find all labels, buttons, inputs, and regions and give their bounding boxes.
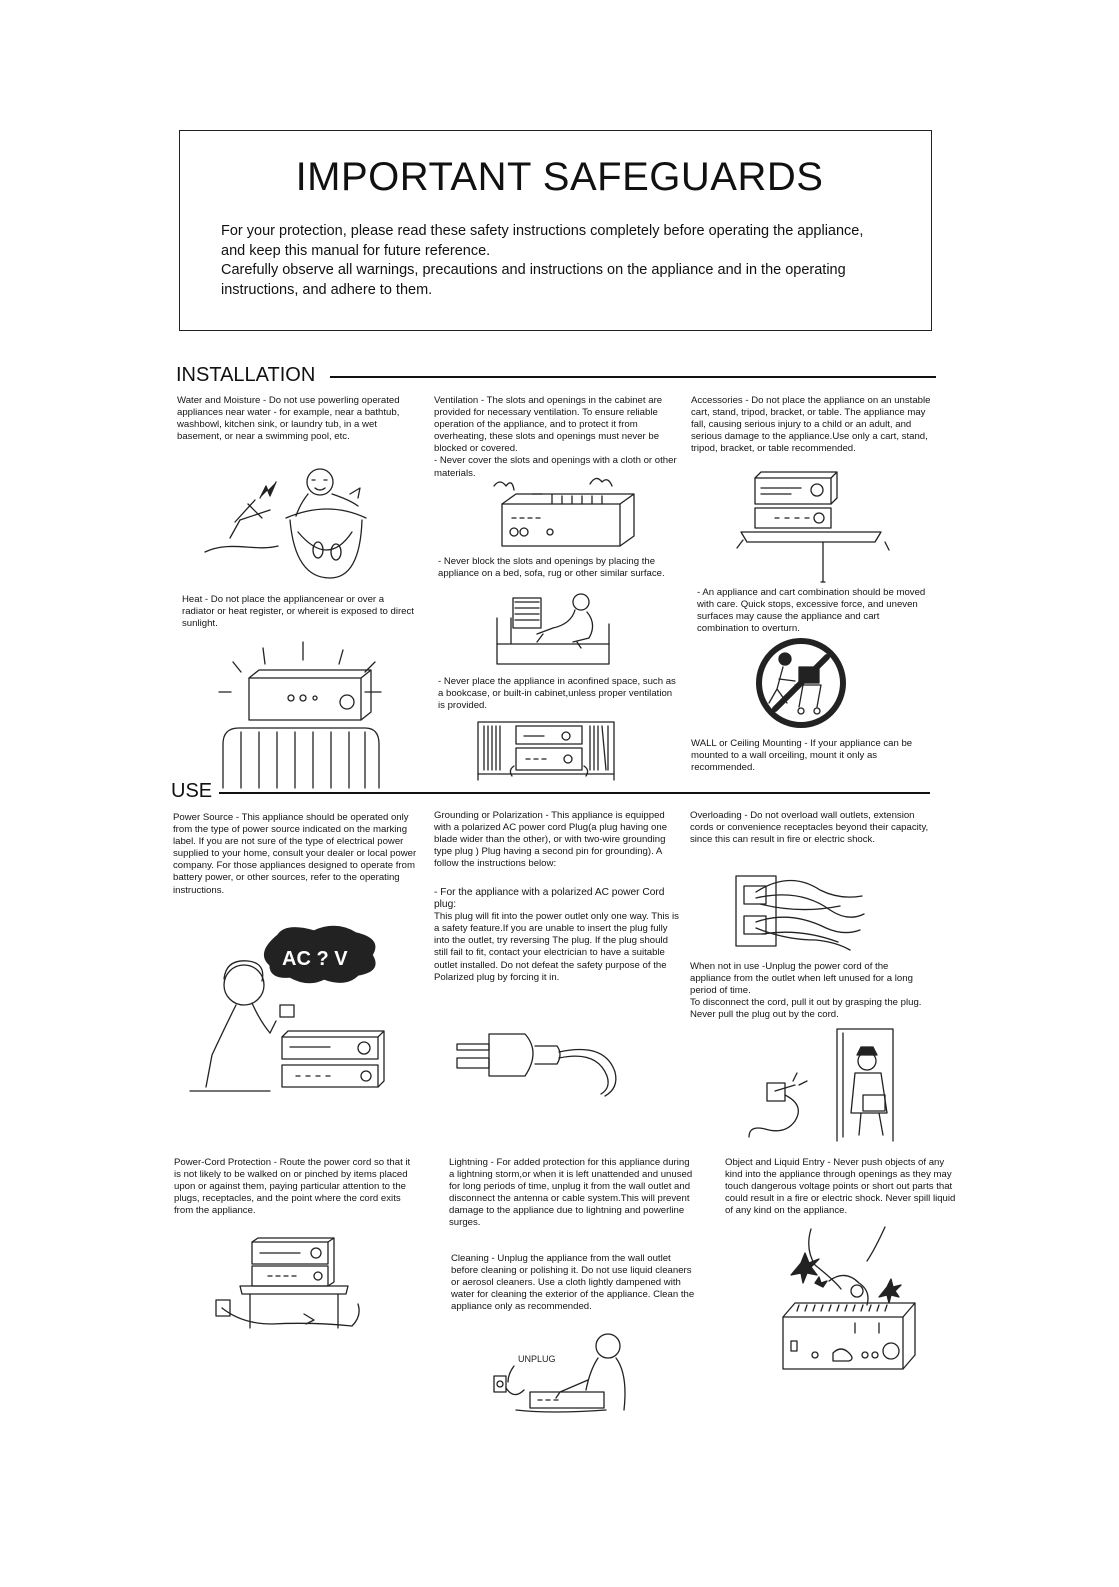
accessories-text: Accessories - Do not place the appliance on an unstable cart, stand, tripod, bracket, or table. The appliance may fall, causing serious injury to a child or an adult, and serious damage to the appliance.Use only a cart, stand, tripod, bracket, or table recommended.: [691, 395, 931, 455]
wall-mount-text: WALL or Ceiling Mounting - If your appliance can be mounted to a wall orceiling, mount it only as recommended.: [691, 738, 913, 774]
power-source-illustration: [186, 925, 386, 1095]
sofa-illustration: [493, 588, 613, 668]
radiator-illustration: [215, 640, 390, 790]
cleaning-illustration: [490, 1330, 640, 1415]
power-source-text: Power Source - This appliance should be operated only from the type of power source indicated on the marking label. If you are not sure of the type of electrical power supplied to your home, consult your dealer or local power company. For those appliances designed to operate from battery power, or other sources, refer to the operating instructions.: [173, 812, 417, 896]
page-title: IMPORTANT SAFEGUARDS: [295, 155, 824, 199]
grounding-text: Grounding or Polarization - This appliance is equipped with a polarized AC power cord Plug(a plug having one blade wider than the other), or with two-wire grounding type plug ) Plug having a second pin for grounding). A follow the instructions below:: [434, 810, 668, 870]
cart-text: - An appliance and cart combination should be moved with care. Quick stops, excessive force, and uneven surfaces may cause the appliance and cart combination to overturn.: [697, 587, 926, 635]
water-moisture-text: Water and Moisture - Do not use powerling operated appliances near water - for example, near a bathtub, washbowl, kitchen sink, or laundry tub, in a wet basement, or near a swimming pool, etc.: [177, 395, 400, 443]
polarized-text: [434, 887, 684, 984]
polarized-body: This plug will fit into the power outlet only one way. This is a safety feature.If you are unable to insert the plug fully into the outlet, try reversing The plug. If the plug should still fail to fit, contact your electrician to have a suitable outlet installed. Do not defeat the safety purpose of the Polarized plug by forcing it in.: [434, 911, 679, 983]
unplug-label: UNPLUG: [518, 1354, 556, 1364]
ventilation-bed-text: - Never block the slots and openings by placing the appliance on a bed, sofa, rug or other similar surface.: [438, 556, 665, 580]
not-in-use-text: [690, 961, 930, 1021]
use-rule: [219, 792, 930, 794]
stand-illustration: [735, 470, 895, 585]
ventilation-text: [434, 395, 684, 480]
power-cord-text: Power-Cord Protection - Route the power cord so that it is not likely to be walked on or pinched by items placed upon or against them, paying particular attention to the plugs, receptacles, and the point where the cord exits from the appliance.: [174, 1157, 411, 1217]
bookcase-illustration: [476, 718, 616, 782]
overloading-text: Overloading - Do not overload wall outlets, extension cords or convenience receptacles beyond their capacity, since this can result in fire or electric shock.: [690, 810, 929, 846]
ventilation-intro: Ventilation - The slots and openings in the cabinet are provided for necessary ventilation. To ensure reliable operation of the appliance, and to protect it from overheating, these slots and openings must never be blocked or covered.: [434, 395, 663, 455]
not-in-use-line: When not in use -Unplug the power cord of the appliance from the outlet when left unused for a long period of time.: [690, 961, 913, 997]
overloaded-outlet-illustration: [730, 870, 870, 955]
object-entry-illustration: [775, 1225, 915, 1375]
polarized-heading: - For the appliance with a polarized AC power Cord plug:: [434, 887, 665, 911]
covered-amplifier-illustration: [492, 478, 642, 553]
cart-warning-icon: [755, 637, 847, 729]
intro-line-4: instructions, and adhere to them.: [221, 281, 433, 298]
installation-heading: INSTALLATION: [176, 364, 316, 386]
unplug-leave-illustration: [745, 1025, 905, 1145]
lightning-text: Lightning - For added protection for this appliance during a lightning storm,or when it is left unattended and unused for long periods of time, unplug it from the wall outlet and disconnect the antenna or cable system.This will prevent damage to the appliance due to lightning and powerline surges.: [449, 1157, 693, 1229]
intro-line-2: and keep this manual for future reference.: [221, 242, 491, 259]
ventilation-cloth: - Never cover the slots and openings with a cloth or other materials.: [434, 455, 677, 479]
intro-line-3: Carefully observe all warnings, precautions and instructions on the appliance and in the operating: [221, 262, 846, 278]
ac-bubble-text: AC ? V: [282, 948, 348, 970]
use-heading: USE: [171, 780, 213, 802]
installation-rule: [330, 376, 936, 378]
object-liquid-text: Object and Liquid Entry - Never push objects of any kind into the appliance through openings as they may touch dangerous voltage points or short out parts that could result in a fire or electric shock. Never spill liquid of any kind on the appliance.: [725, 1157, 956, 1217]
heat-text: Heat - Do not place the appliancenear or over a radiator or heat register, or whereit is exposed to direct sunlight.: [182, 594, 414, 630]
bathtub-illustration: [200, 460, 380, 585]
cleaning-text: Cleaning - Unplug the appliance from the wall outlet before cleaning or polishing it. Do not use liquid cleaners or aerosol cleaners. Use a cloth lightly dampened with water for cleaning the exterior of the appliance. Clean the appliance only as recommended.: [451, 1253, 695, 1313]
intro-text: [221, 222, 921, 300]
ventilation-confined-text: - Never place the appliance in aconfined space, such as a bookcase, or built-in cabinet,unless proper ventilation is provided.: [438, 676, 676, 712]
intro-line-1: For your protection, please read these safety instructions completely before operating the appliance,: [221, 223, 864, 239]
polarized-plug-illustration: [455, 1022, 625, 1102]
power-cord-illustration: [212, 1238, 372, 1333]
disconnect-line: To disconnect the cord, pull it out by grasping the plug. Never pull the plug out by the cord.: [690, 997, 922, 1021]
